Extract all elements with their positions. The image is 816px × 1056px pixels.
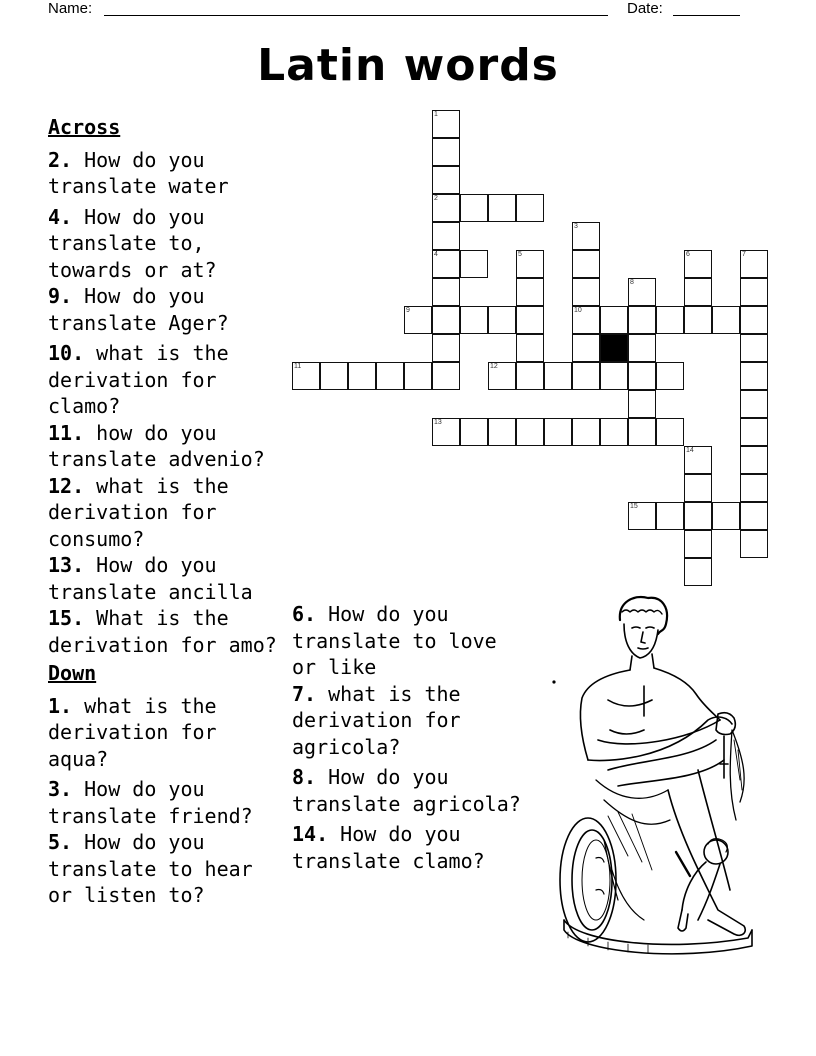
crossword-cell[interactable] <box>684 278 712 306</box>
crossword-cell[interactable] <box>516 418 544 446</box>
crossword-cell[interactable] <box>348 362 376 390</box>
crossword-cell[interactable] <box>628 278 656 306</box>
clue-down <box>48 776 278 829</box>
date-field[interactable] <box>673 1 740 16</box>
clue-text: what is the derivation for clamo? <box>48 341 229 418</box>
clue-down <box>292 681 532 761</box>
crossword-cell[interactable] <box>740 502 768 530</box>
black-cell <box>600 334 628 362</box>
clue-across <box>48 283 278 336</box>
crossword-cell[interactable] <box>488 418 516 446</box>
cell-number: 13 <box>434 419 442 426</box>
clue-down <box>292 601 532 681</box>
crossword-cell[interactable] <box>516 250 544 278</box>
name-label: Name: <box>48 0 93 17</box>
clue-number: 13. <box>48 553 85 577</box>
crossword-cell[interactable] <box>460 418 488 446</box>
clue-number: 11. <box>48 420 85 445</box>
clue-text: How do you translate water <box>48 147 229 198</box>
crossword-cell[interactable] <box>516 306 544 334</box>
cell-number: 4 <box>434 251 438 258</box>
name-field[interactable] <box>104 1 608 16</box>
clue-number: 6. <box>292 602 317 626</box>
clue-number: 7. <box>292 681 317 706</box>
clue-text: How do you translate to hear or listen to? <box>48 830 253 907</box>
crossword-cell[interactable] <box>292 362 320 390</box>
crossword-cell[interactable] <box>376 362 404 390</box>
crossword-cell[interactable] <box>684 250 712 278</box>
crossword-cell[interactable] <box>320 362 348 390</box>
clue-text: How do you translate to, towards or at? <box>48 204 217 282</box>
cell-number: 7 <box>742 251 746 258</box>
crossword-cell[interactable] <box>516 362 544 390</box>
crossword-cell[interactable] <box>432 278 460 306</box>
crossword-cell[interactable] <box>740 530 768 558</box>
crossword-cell[interactable] <box>740 418 768 446</box>
crossword-cell[interactable] <box>432 222 460 250</box>
crossword-cell[interactable] <box>740 250 768 278</box>
crossword-cell[interactable] <box>684 306 712 334</box>
clue-text: How do you translate clamo? <box>292 822 485 873</box>
crossword-cell[interactable] <box>600 362 628 390</box>
date-label: Date: <box>627 0 663 17</box>
clue-text: How do you translate ancilla <box>48 553 253 604</box>
crossword-cell[interactable] <box>684 446 712 474</box>
crossword-cell[interactable] <box>712 306 740 334</box>
crossword-cell[interactable] <box>684 474 712 502</box>
clue-text: How do you translate friend? <box>48 777 253 828</box>
crossword-cell[interactable] <box>656 418 684 446</box>
crossword-cell[interactable] <box>600 306 628 334</box>
crossword-cell[interactable] <box>656 306 684 334</box>
crossword-cell[interactable] <box>740 306 768 334</box>
crossword-cell[interactable] <box>488 362 516 390</box>
crossword-cell[interactable] <box>628 502 656 530</box>
clue-text: What is the derivation for amo? <box>48 606 277 657</box>
clue-text: How do you translate to love or like <box>292 602 497 679</box>
clue-number: 9. <box>48 284 73 308</box>
crossword-cell[interactable] <box>544 362 572 390</box>
cell-number: 5 <box>518 251 522 258</box>
crossword-cell[interactable] <box>740 390 768 418</box>
clue-number: 1. <box>48 693 73 718</box>
crossword-cell[interactable] <box>740 334 768 362</box>
cell-number: 6 <box>686 251 690 258</box>
clue-down <box>48 693 278 773</box>
crossword-cell[interactable] <box>432 194 460 222</box>
crossword-cell[interactable] <box>628 418 656 446</box>
clue-text: what is the derivation for agricola? <box>292 681 461 759</box>
clue-number: 3. <box>48 777 73 801</box>
crossword-cell[interactable] <box>404 306 432 334</box>
clue-across <box>48 340 278 420</box>
clue-across <box>48 473 278 553</box>
crossword-cell[interactable] <box>488 306 516 334</box>
crossword-cell[interactable] <box>740 474 768 502</box>
down-heading: Down <box>48 661 97 685</box>
clue-across <box>48 147 278 200</box>
page-title: Latin words <box>257 40 559 91</box>
crossword-cell[interactable] <box>572 306 600 334</box>
clue-down <box>292 821 532 874</box>
clue-down <box>292 764 532 817</box>
crossword-cell[interactable] <box>432 110 460 138</box>
clue-across <box>48 605 278 658</box>
crossword-cell[interactable] <box>628 362 656 390</box>
crossword-cell[interactable] <box>432 250 460 278</box>
crossword-cell[interactable] <box>740 446 768 474</box>
clue-text: what is the derivation for consumo? <box>48 473 229 551</box>
clues-middle-column <box>292 601 532 874</box>
across-clue-list <box>48 147 278 659</box>
cell-number: 3 <box>574 223 578 230</box>
crossword-cell[interactable] <box>572 278 600 306</box>
crossword-cell[interactable] <box>628 390 656 418</box>
crossword-cell[interactable] <box>656 502 684 530</box>
crossword-cell[interactable] <box>740 278 768 306</box>
crossword-cell[interactable] <box>572 250 600 278</box>
crossword-cell[interactable] <box>684 530 712 558</box>
cell-number: 12 <box>490 363 498 370</box>
cell-number: 10 <box>574 307 582 314</box>
crossword-cell[interactable] <box>572 418 600 446</box>
clue-across <box>48 552 278 605</box>
crossword-cell[interactable] <box>600 418 628 446</box>
crossword-cell[interactable] <box>432 306 460 334</box>
down-clue-list-continued <box>292 601 532 874</box>
crossword-cell[interactable] <box>460 250 488 278</box>
crossword-cell[interactable] <box>572 222 600 250</box>
crossword-cell[interactable] <box>572 362 600 390</box>
crossword-cell[interactable] <box>572 334 600 362</box>
crossword-cell[interactable] <box>432 166 460 194</box>
crossword-cell[interactable] <box>404 362 432 390</box>
clue-number: 14. <box>292 822 329 846</box>
crossword-cell[interactable] <box>432 138 460 166</box>
cell-number: 1 <box>434 111 438 118</box>
crossword-cell[interactable] <box>628 334 656 362</box>
crossword-cell[interactable] <box>712 502 740 530</box>
cell-number: 14 <box>686 447 694 454</box>
clue-across <box>48 420 278 473</box>
across-heading: Across <box>48 115 121 139</box>
clue-number: 4. <box>48 204 73 229</box>
crossword-cell[interactable] <box>628 306 656 334</box>
clue-number: 5. <box>48 830 73 854</box>
clues-left-column <box>48 114 278 909</box>
down-clue-list <box>48 693 278 909</box>
crossword-cell[interactable] <box>460 194 488 222</box>
clue-number: 15. <box>48 606 85 630</box>
crossword-cell[interactable] <box>432 418 460 446</box>
crossword-cell[interactable] <box>684 502 712 530</box>
cell-number: 9 <box>406 307 410 314</box>
crossword-cell[interactable] <box>656 362 684 390</box>
clue-number: 8. <box>292 765 317 789</box>
clue-number: 12. <box>48 473 85 498</box>
crossword-cell[interactable] <box>432 362 460 390</box>
crossword-cell[interactable] <box>516 278 544 306</box>
crossword-cell[interactable] <box>740 362 768 390</box>
crossword-cell[interactable] <box>432 334 460 362</box>
clue-text: what is the derivation for aqua? <box>48 693 217 771</box>
crossword-cell[interactable] <box>516 194 544 222</box>
cell-number: 8 <box>630 279 634 286</box>
crossword-cell[interactable] <box>544 418 572 446</box>
crossword-cell[interactable] <box>684 558 712 586</box>
crossword-cell[interactable] <box>516 334 544 362</box>
clue-across <box>48 204 278 284</box>
seated-statue-illustration <box>548 590 768 962</box>
cell-number: 15 <box>630 503 638 510</box>
clue-text: How do you translate Ager? <box>48 284 229 335</box>
crossword-cell[interactable] <box>488 194 516 222</box>
cell-number: 2 <box>434 195 438 202</box>
clue-text: How do you translate agricola? <box>292 765 521 816</box>
clue-text: how do you translate advenio? <box>48 420 265 471</box>
clue-number: 2. <box>48 147 73 172</box>
clue-number: 10. <box>48 341 85 365</box>
cell-number: 11 <box>294 363 302 370</box>
crossword-cell[interactable] <box>460 306 488 334</box>
clue-down <box>48 829 278 909</box>
